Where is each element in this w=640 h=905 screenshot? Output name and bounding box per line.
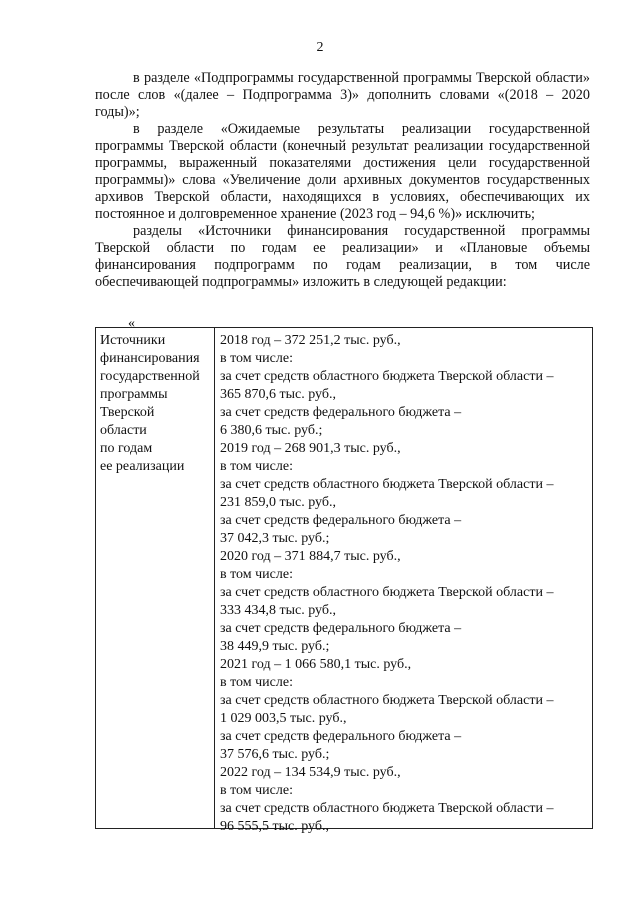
value-line: в том числе: xyxy=(220,459,293,474)
value-line: 96 555,5 тыс. руб., xyxy=(220,819,329,834)
value-line: 6 380,6 тыс. руб.; xyxy=(220,423,323,438)
paragraph-subprograms: в разделе «Подпрограммы государственной программы Тверской области» после слов «(далее – Подпрограмма 3)» дополнить словами «(2018 – 2020 годы)»; xyxy=(95,70,590,120)
value-line: 37 576,6 тыс. руб.; xyxy=(220,747,330,762)
value-line: 1 029 003,5 тыс. руб., xyxy=(220,711,347,726)
value-line: 2020 год – 371 884,7 тыс. руб., xyxy=(220,549,401,564)
label-line: ее реализации xyxy=(100,459,185,474)
value-line: 2022 год – 134 534,9 тыс. руб., xyxy=(220,765,401,780)
value-line: 2019 год – 268 901,3 тыс. руб., xyxy=(220,441,401,456)
value-line: 2021 год – 1 066 580,1 тыс. руб., xyxy=(220,657,412,672)
page-number: 2 xyxy=(316,40,324,55)
paragraph-funding-sections: разделы «Источники финансирования государственной программы Тверской области по годам ее реализации» и «Плановые объемы финансирования подпрограмм по годам реализации, в том числе обеспечивающей подпрограммы» изложить в следующей редакции: xyxy=(95,223,590,290)
label-line: по годам xyxy=(100,441,153,456)
value-line: 365 870,6 тыс. руб., xyxy=(220,387,336,402)
label-line: государственной xyxy=(100,369,200,384)
label-line: программы xyxy=(100,387,168,402)
document-body xyxy=(95,70,590,291)
value-line: 37 042,3 тыс. руб.; xyxy=(220,531,330,546)
value-line: за счет средств федерального бюджета – xyxy=(220,405,462,420)
label-line: Источники xyxy=(100,333,166,348)
value-line: за счет средств областного бюджета Тверской области – xyxy=(220,585,554,600)
paragraph-expected-results: в разделе «Ожидаемые результаты реализации государственной программы Тверской области (конечный результат реализации государственной программы, выраженный показателями достижения цели государственной программы)» слова «Увеличение доли архивных документов государственных архивов Тверской области, находящихся в условиях, обеспечивающих их постоянное и долговременное хранение (2023 год – 94,6 %)» исключить; xyxy=(95,121,590,222)
value-line: за счет средств областного бюджета Тверской области – xyxy=(220,369,554,384)
table-label-cell xyxy=(100,332,212,476)
value-line: за счет средств федерального бюджета – xyxy=(220,621,462,636)
value-line: 333 434,8 тыс. руб., xyxy=(220,603,336,618)
value-line: за счет средств федерального бюджета – xyxy=(220,513,462,528)
value-line: в том числе: xyxy=(220,567,293,582)
label-line: области xyxy=(100,423,147,438)
value-line: за счет средств федерального бюджета – xyxy=(220,729,462,744)
value-line: за счет средств областного бюджета Тверской области – xyxy=(220,477,554,492)
opening-quote-mark: « xyxy=(128,316,135,331)
label-line: финансирования xyxy=(100,351,200,366)
column-divider xyxy=(214,328,215,828)
value-line: 2018 год – 372 251,2 тыс. руб., xyxy=(220,333,401,348)
value-line: 231 859,0 тыс. руб., xyxy=(220,495,336,510)
value-line: в том числе: xyxy=(220,675,293,690)
value-line: в том числе: xyxy=(220,783,293,798)
value-line: за счет средств областного бюджета Тверской области – xyxy=(220,801,554,816)
value-line: в том числе: xyxy=(220,351,293,366)
value-line: за счет средств областного бюджета Тверской области – xyxy=(220,693,554,708)
funding-table xyxy=(95,327,593,834)
label-line: Тверской xyxy=(100,405,155,420)
table-value-cell xyxy=(220,332,590,836)
value-line: 38 449,9 тыс. руб.; xyxy=(220,639,330,654)
